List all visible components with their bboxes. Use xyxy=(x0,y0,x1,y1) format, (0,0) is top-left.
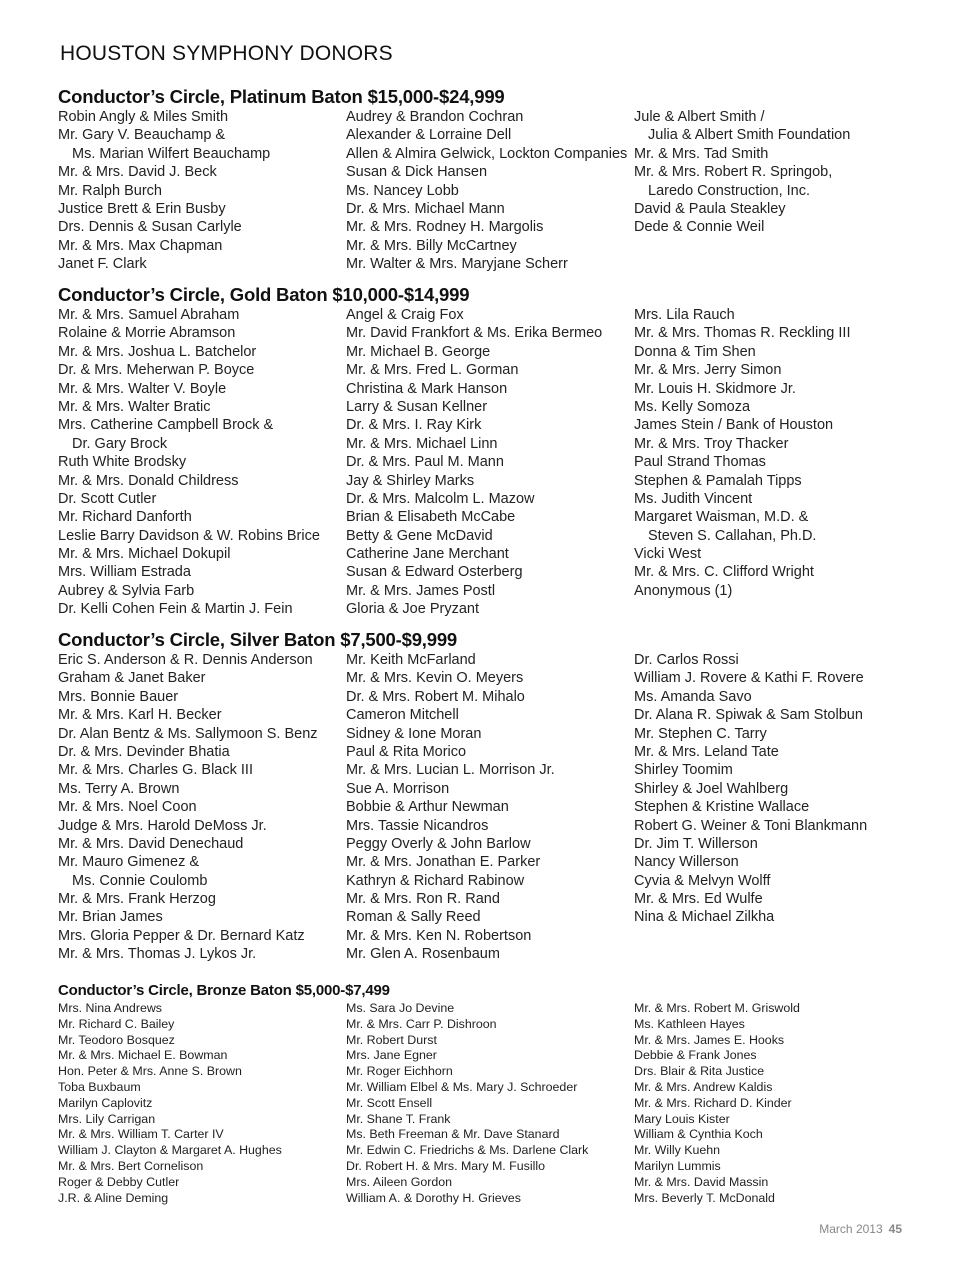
donor-entry: Mr. & Mrs. Charles G. Black III xyxy=(58,762,253,779)
donor-entry: Mr. & Mrs. James E. Hooks xyxy=(634,1032,785,1047)
donor-entry: Graham & Janet Baker xyxy=(58,670,206,687)
donor-entry: Roger & Debby Cutler xyxy=(58,1174,180,1189)
donor-entry: Mr. & Mrs. Joshua L. Batchelor xyxy=(58,343,257,360)
donor-entry: Shirley Toomim xyxy=(634,762,733,779)
section-bronze xyxy=(58,981,928,1206)
donor-entry: Mrs. Lily Carrigan xyxy=(58,1111,156,1126)
donor-entry: Stephen & Kristine Wallace xyxy=(634,799,810,816)
donor-entry: Christina & Mark Hanson xyxy=(346,380,508,397)
donor-entry: Debbie & Frank Jones xyxy=(634,1048,757,1063)
donor-column xyxy=(346,651,634,964)
donor-entry: Mr. & Mrs. Walter V. Boyle xyxy=(58,380,227,397)
donor-entry: Mrs. Lila Rauch xyxy=(634,307,735,323)
donor-entry: Dr. Gary Brock xyxy=(72,435,168,452)
donor-entry: Kathryn & Richard Rabinow xyxy=(346,872,525,889)
donor-entry: Aubrey & Sylvia Farb xyxy=(58,582,195,599)
donor-entry: Mr. & Mrs. Bert Cornelison xyxy=(58,1158,204,1173)
donor-entry: Hon. Peter & Mrs. Anne S. Brown xyxy=(58,1064,242,1079)
donor-entry: Laredo Construction, Inc. xyxy=(648,182,811,199)
donor-entry: Mrs. Aileen Gordon xyxy=(346,1174,453,1189)
donor-entry: William J. Rovere & Kathi F. Rovere xyxy=(634,670,864,687)
donor-entry: Mr. Edwin C. Friedrichs & Ms. Darlene Clark xyxy=(346,1143,589,1158)
donor-entry: Mr. David Frankfort & Ms. Erika Bermeo xyxy=(346,325,603,342)
donor-entry: Mr. & Mrs. Jerry Simon xyxy=(634,362,782,379)
donor-entry: Dr. & Mrs. I. Ray Kirk xyxy=(346,417,482,434)
section-heading: Conductor’s Circle, Bronze Baton $5,000-$7,499 xyxy=(58,982,390,999)
donor-entry: Mrs. Jane Egner xyxy=(346,1048,437,1063)
donor-entry: Mr. & Mrs. Robert R. Springob, xyxy=(634,164,833,181)
donor-column xyxy=(346,1001,634,1206)
donor-entry: Ms. Marian Wilfert Beauchamp xyxy=(72,145,271,162)
donor-entry: Alexander & Lorraine Dell xyxy=(346,127,512,144)
donor-entry: Dr. Alana R. Spiwak & Sam Stolbun xyxy=(634,707,863,724)
donor-entry: Vicki West xyxy=(634,546,702,563)
donor-entry: Mr. & Mrs. David Massin xyxy=(634,1174,769,1189)
donor-entry: Mr. & Mrs. Karl H. Becker xyxy=(58,707,222,724)
donor-entry: Nancy Willerson xyxy=(634,854,739,871)
donor-entry: Dr. Kelli Cohen Fein & Martin J. Fein xyxy=(58,601,293,618)
donor-entry: Julia & Albert Smith Foundation xyxy=(648,127,851,144)
donor-column xyxy=(634,108,922,274)
donor-entry: Eric S. Anderson & R. Dennis Anderson xyxy=(58,652,313,668)
donor-entry: Mrs. Bonnie Bauer xyxy=(58,688,179,705)
donor-entry: Mr. & Mrs. Tad Smith xyxy=(634,145,769,162)
donor-entry: Ms. Connie Coulomb xyxy=(72,872,208,889)
donor-entry: Mr. & Mrs. Samuel Abraham xyxy=(58,307,240,323)
donor-entry: Drs. Blair & Rita Justice xyxy=(634,1064,765,1079)
donor-entry: Jay & Shirley Marks xyxy=(346,472,475,489)
donor-column xyxy=(58,306,346,619)
page-title: HOUSTON SYMPHONY DONORS xyxy=(60,42,393,65)
donor-entry: Mr. & Mrs. Ron R. Rand xyxy=(346,891,500,908)
donor-column xyxy=(634,1001,922,1206)
donor-entry: Mr. Glen A. Rosenbaum xyxy=(346,946,500,963)
donor-entry: Mr. Ralph Burch xyxy=(58,182,162,199)
section-heading: Conductor’s Circle, Gold Baton $10,000-$14,999 xyxy=(58,284,470,305)
donor-entry: Mrs. William Estrada xyxy=(58,564,191,581)
donor-column xyxy=(58,651,346,964)
donor-entry: Nina & Michael Zilkha xyxy=(634,909,775,926)
donor-entry: Janet F. Clark xyxy=(58,256,147,273)
donor-entry: Mr. & Mrs. Leland Tate xyxy=(634,743,779,760)
donor-entry: Shirley & Joel Wahlberg xyxy=(634,780,789,797)
donor-entry: Justice Brett & Erin Busby xyxy=(58,200,226,217)
donor-entry: Allen & Almira Gelwick, Lockton Companies xyxy=(346,145,628,162)
donor-entry: Marilyn Caplovitz xyxy=(58,1095,153,1110)
donor-entry: Mr. & Mrs. Jonathan E. Parker xyxy=(346,854,541,871)
donor-entry: Mr. & Mrs. C. Clifford Wright xyxy=(634,564,814,581)
donor-column xyxy=(346,306,634,619)
donor-entry: Mr. Roger Eichhorn xyxy=(346,1064,453,1079)
donor-entry: Ms. Judith Vincent xyxy=(634,490,753,507)
donor-entry: Anonymous (1) xyxy=(634,582,733,599)
donor-entry: Ms. Sara Jo Devine xyxy=(346,1001,455,1015)
donor-entry: Ms. Amanda Savo xyxy=(634,688,752,705)
donor-entry: Audrey & Brandon Cochran xyxy=(346,109,524,125)
donor-entry: Mr. William Elbel & Ms. Mary J. Schroeder xyxy=(346,1079,578,1094)
donor-entry: Ms. Terry A. Brown xyxy=(58,780,180,797)
donor-entry: Gloria & Joe Pryzant xyxy=(346,601,479,618)
donor-entry: Margaret Waisman, M.D. & xyxy=(634,509,809,526)
donor-entry: Betty & Gene McDavid xyxy=(346,527,493,544)
donor-entry: Cameron Mitchell xyxy=(346,707,459,724)
donor-entry: Mr. Shane T. Frank xyxy=(346,1111,451,1126)
donor-entry: Mr. & Mrs. James Postl xyxy=(346,582,496,599)
donor-entry: J.R. & Aline Deming xyxy=(58,1190,169,1205)
issue-date: March 2013 xyxy=(819,1222,883,1236)
section-silver xyxy=(58,629,928,964)
donor-entry: Ruth White Brodsky xyxy=(58,454,187,471)
donor-entry: Mr. Robert Durst xyxy=(346,1032,437,1047)
donor-entry: Ms. Kathleen Hayes xyxy=(634,1016,745,1031)
donor-entry: Toba Buxbaum xyxy=(58,1079,141,1094)
donor-entry: William A. & Dorothy H. Grieves xyxy=(346,1190,521,1205)
donor-entry: Angel & Craig Fox xyxy=(346,307,464,323)
donor-entry: Mr. Brian James xyxy=(58,909,163,926)
donor-entry: Mrs. Nina Andrews xyxy=(58,1001,162,1015)
donor-entry: Robin Angly & Miles Smith xyxy=(58,109,229,125)
donor-entry: Drs. Dennis & Susan Carlyle xyxy=(58,219,242,236)
donor-entry: Ms. Nancey Lobb xyxy=(346,182,459,199)
donor-entry: Mr. & Mrs. Kevin O. Meyers xyxy=(346,670,524,687)
donor-entry: Mr. & Mrs. Walter Bratic xyxy=(58,398,211,415)
donor-entry: Mary Louis Kister xyxy=(634,1111,730,1126)
donor-entry: Catherine Jane Merchant xyxy=(346,546,509,563)
donor-entry: Mr. & Mrs. Thomas R. Reckling III xyxy=(634,325,851,342)
donor-entry: Mr. & Mrs. David Denechaud xyxy=(58,835,244,852)
donor-entry: Dr. Robert H. & Mrs. Mary M. Fusillo xyxy=(346,1158,545,1173)
donor-entry: Mr. & Mrs. Noel Coon xyxy=(58,799,197,816)
donor-entry: Mr. & Mrs. Fred L. Gorman xyxy=(346,362,519,379)
donor-entry: Mr. & Mrs. Max Chapman xyxy=(58,237,223,254)
donor-entry: Dr. Alan Bentz & Ms. Sallymoon S. Benz xyxy=(58,725,318,742)
donor-entry: James Stein / Bank of Houston xyxy=(634,417,834,434)
donor-columns xyxy=(58,108,928,274)
donor-entry: Dr. Carlos Rossi xyxy=(634,652,739,668)
donor-entry: Judge & Mrs. Harold DeMoss Jr. xyxy=(58,817,267,834)
donor-entry: Dr. Jim T. Willerson xyxy=(634,835,758,852)
donor-entry: Mr. & Mrs. Michael Dokupil xyxy=(58,546,231,563)
donor-entry: Sidney & Ione Moran xyxy=(346,725,482,742)
donor-entry: Leslie Barry Davidson & W. Robins Brice xyxy=(58,527,320,544)
donor-entry: Mr. & Mrs. Robert M. Griswold xyxy=(634,1001,800,1015)
donor-entry: Ms. Beth Freeman & Mr. Dave Stanard xyxy=(346,1127,560,1142)
donor-entry: Mrs. Catherine Campbell Brock & xyxy=(58,417,274,434)
donor-entry: Mr. & Mrs. Troy Thacker xyxy=(634,435,789,452)
donor-entry: Cyvia & Melvyn Wolff xyxy=(634,872,771,889)
section-platinum xyxy=(58,86,928,274)
donor-entry: Mr. & Mrs. David J. Beck xyxy=(58,164,217,181)
donor-column xyxy=(634,306,922,619)
donor-entry: Mr. Richard C. Bailey xyxy=(58,1016,175,1031)
donor-columns xyxy=(58,1001,928,1206)
donor-entry: Mr. Gary V. Beauchamp & xyxy=(58,127,226,144)
donor-entry: Mr. Scott Ensell xyxy=(346,1095,433,1110)
donor-entry: Dr. & Mrs. Meherwan P. Boyce xyxy=(58,362,255,379)
donor-entry: Mr. & Mrs. Billy McCartney xyxy=(346,237,517,254)
donor-entry: Mr. Walter & Mrs. Maryjane Scherr xyxy=(346,256,568,273)
donor-column xyxy=(634,651,922,964)
donor-entry: Dr. & Mrs. Robert M. Mihalo xyxy=(346,688,525,705)
donor-entry: Mr. & Mrs. Carr P. Dishroon xyxy=(346,1016,497,1031)
donor-entry: Mr. Mauro Gimenez & xyxy=(58,854,200,871)
donor-entry: Mr. & Mrs. Lucian L. Morrison Jr. xyxy=(346,762,555,779)
donor-entry: Jule & Albert Smith / xyxy=(634,109,765,125)
donor-entry: Mrs. Tassie Nicandros xyxy=(346,817,489,834)
donor-entry: Mr. & Mrs. Ed Wulfe xyxy=(634,891,763,908)
donor-entry: William & Cynthia Koch xyxy=(634,1127,763,1142)
donor-entry: Mr. Teodoro Bosquez xyxy=(58,1032,175,1047)
donor-entry: Robert G. Weiner & Toni Blankmann xyxy=(634,817,868,834)
donor-entry: Paul Strand Thomas xyxy=(634,454,766,471)
donor-entry: Dr. & Mrs. Malcolm L. Mazow xyxy=(346,490,535,507)
donor-entry: Steven S. Callahan, Ph.D. xyxy=(648,527,817,544)
donor-entry: Mr. Michael B. George xyxy=(346,343,491,360)
donor-entry: Mr. Louis H. Skidmore Jr. xyxy=(634,380,796,397)
donor-entry: Mr. & Mrs. Michael Linn xyxy=(346,435,498,452)
donor-entry: William J. Clayton & Margaret A. Hughes xyxy=(58,1143,282,1158)
donor-entry: Mr. Keith McFarland xyxy=(346,652,476,668)
donor-entry: Rolaine & Morrie Abramson xyxy=(58,325,236,342)
page-footer xyxy=(819,1222,902,1236)
donor-entry: Mr. & Mrs. Ken N. Robertson xyxy=(346,927,532,944)
donor-entry: Susan & Dick Hansen xyxy=(346,164,488,181)
donor-entry: Mr. & Mrs. Frank Herzog xyxy=(58,891,216,908)
donor-entry: Mr. & Mrs. Michael E. Bowman xyxy=(58,1048,228,1063)
donor-entry: Donna & Tim Shen xyxy=(634,343,756,360)
donor-entry: Bobbie & Arthur Newman xyxy=(346,799,509,816)
donor-entry: David & Paula Steakley xyxy=(634,200,786,217)
donor-entry: Mrs. Gloria Pepper & Dr. Bernard Katz xyxy=(58,927,305,944)
donor-entry: Mr. & Mrs. Richard D. Kinder xyxy=(634,1095,792,1110)
donor-entry: Dr. Scott Cutler xyxy=(58,490,157,507)
donor-columns xyxy=(58,651,928,964)
donor-entry: Mr. & Mrs. Donald Childress xyxy=(58,472,239,489)
donor-column xyxy=(346,108,634,274)
donor-entry: Mr. Stephen C. Tarry xyxy=(634,725,767,742)
donor-entry: Mr. & Mrs. Thomas J. Lykos Jr. xyxy=(58,946,257,963)
donor-entry: Sue A. Morrison xyxy=(346,780,450,797)
donor-entry: Mr. & Mrs. Andrew Kaldis xyxy=(634,1079,773,1094)
donor-entry: Roman & Sally Reed xyxy=(346,909,481,926)
donor-entry: Dede & Connie Weil xyxy=(634,219,765,236)
section-heading: Conductor’s Circle, Platinum Baton $15,000-$24,999 xyxy=(58,86,505,107)
donor-entry: Mr. & Mrs. William T. Carter IV xyxy=(58,1127,224,1142)
donor-column xyxy=(58,108,346,274)
donor-entry: Stephen & Pamalah Tipps xyxy=(634,472,802,489)
donor-entry: Paul & Rita Morico xyxy=(346,743,467,760)
donor-entry: Peggy Overly & John Barlow xyxy=(346,835,531,852)
donor-entry: Dr. & Mrs. Devinder Bhatia xyxy=(58,743,230,760)
donor-entry: Mr. Willy Kuehn xyxy=(634,1143,721,1158)
page-number: 45 xyxy=(888,1222,902,1236)
donor-entry: Ms. Kelly Somoza xyxy=(634,398,751,415)
section-gold xyxy=(58,284,928,619)
donor-entry: Mr. Richard Danforth xyxy=(58,509,192,526)
donor-entry: Mrs. Beverly T. McDonald xyxy=(634,1190,775,1205)
section-heading: Conductor’s Circle, Silver Baton $7,500-$9,999 xyxy=(58,629,457,650)
donor-columns xyxy=(58,306,928,619)
donor-entry: Dr. & Mrs. Paul M. Mann xyxy=(346,454,504,471)
donor-entry: Marilyn Lummis xyxy=(634,1158,721,1173)
donor-entry: Dr. & Mrs. Michael Mann xyxy=(346,200,505,217)
donor-entry: Mr. & Mrs. Rodney H. Margolis xyxy=(346,219,544,236)
donor-entry: Larry & Susan Kellner xyxy=(346,398,488,415)
donor-column xyxy=(58,1001,346,1206)
donor-entry: Brian & Elisabeth McCabe xyxy=(346,509,516,526)
donor-entry: Susan & Edward Osterberg xyxy=(346,564,523,581)
